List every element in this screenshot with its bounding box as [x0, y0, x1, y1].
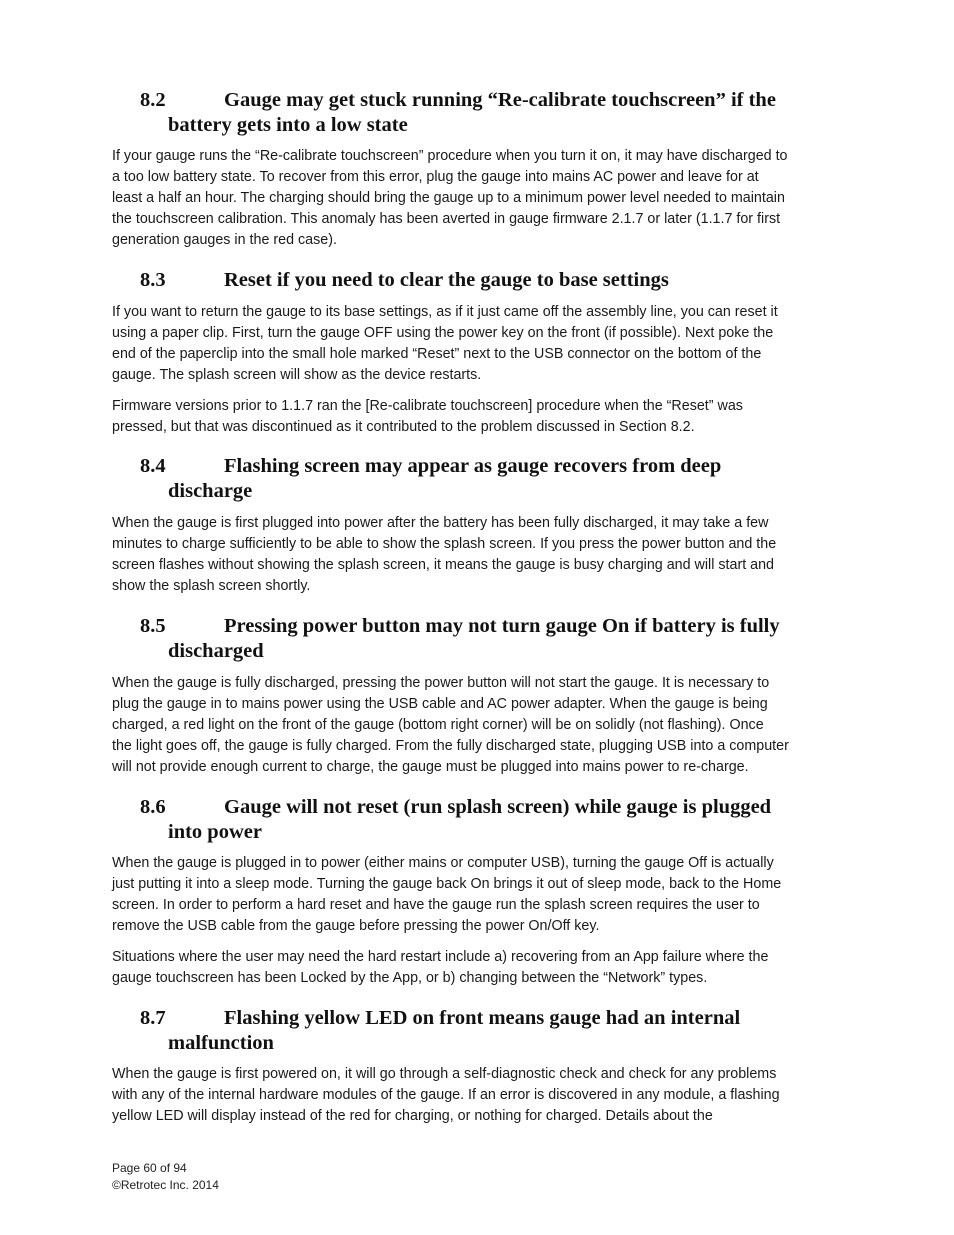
page-footer	[112, 1160, 219, 1194]
section-title: Pressing power button may not turn gauge On if battery is fully	[224, 615, 780, 637]
paragraph	[112, 146, 872, 251]
section-heading-8-7	[140, 1006, 870, 1056]
section-title: Reset if you need to clear the gauge to base settings	[224, 269, 669, 291]
paragraph	[112, 673, 872, 778]
paragraph	[112, 947, 872, 989]
text-line: When the gauge is first plugged into power after the battery has been fully discharged, it may take a few	[112, 515, 769, 531]
paragraph	[112, 853, 872, 937]
paragraph	[112, 302, 872, 386]
paragraph	[112, 513, 872, 597]
section-heading-8-3	[140, 268, 870, 293]
text-line: remove the USB cable from the gauge before pressing the power On/Off key.	[112, 918, 600, 934]
text-line: yellow LED will display instead of the red for charging, or nothing for charged. Details about the	[112, 1108, 713, 1124]
text-line: gauge. The splash screen will show as the device restarts.	[112, 367, 482, 383]
text-line: end of the paperclip into the small hole marked “Reset” next to the USB connector on the bottom of the	[112, 346, 762, 362]
section-title: Flashing yellow LED on front means gauge had an internal	[224, 1007, 741, 1029]
text-line: with any of the internal hardware modules of the gauge. If an error is discovered in any module, a flashing	[112, 1087, 780, 1103]
text-line: just putting it into a sleep mode. Turning the gauge back On brings it out of sleep mode, back to the Home	[112, 876, 782, 892]
page-number: Page 60 of 94	[112, 1161, 187, 1175]
text-line: will not provide enough current to charge, the gauge must be plugged into mains power to re-charge.	[112, 759, 749, 775]
text-line: the light goes off, the gauge is fully charged. From the fully discharged state, plugging USB into a computer	[112, 738, 789, 754]
copyright-notice: ©Retrotec Inc. 2014	[112, 1178, 219, 1192]
text-line: screen flashes without showing the splash screen, it means the gauge is busy charging and will start and	[112, 557, 774, 573]
section-number: 8.2	[140, 89, 166, 111]
section-title: Flashing screen may appear as gauge recovers from deep	[224, 455, 722, 477]
text-line: screen. In order to perform a hard reset and have the gauge run the splash screen requires the user to	[112, 897, 760, 913]
text-line: plug the gauge in to mains power using the USB cable and AC power adapter. When the gauge is being	[112, 696, 768, 712]
text-line: When the gauge is plugged in to power (either mains or computer USB), turning the gauge Off is actually	[112, 855, 774, 871]
section-heading-8-2	[140, 88, 870, 138]
section-title: Gauge may get stuck running “Re-calibrate touchscreen” if the	[224, 89, 776, 111]
text-line: gauge touchscreen has been Locked by the App, or b) changing between the “Network” types.	[112, 970, 708, 986]
text-line: show the splash screen shortly.	[112, 578, 311, 594]
section-title-continued: discharge	[168, 480, 253, 502]
section-title-continued: into power	[168, 821, 262, 843]
text-line: charged, a red light on the front of the gauge (bottom right corner) will be on solidly (not flashing). Once	[112, 717, 764, 733]
section-number: 8.3	[140, 269, 166, 291]
text-line: the touchscreen calibration. This anomaly has been averted in gauge firmware 2.1.7 or later (1.1.7 for first	[112, 211, 781, 227]
text-line: generation gauges in the red case).	[112, 232, 337, 248]
paragraph	[112, 396, 872, 438]
text-line: If your gauge runs the “Re-calibrate touchscreen” procedure when you turn it on, it may have discharged to	[112, 148, 788, 164]
section-heading-8-6	[140, 795, 870, 845]
section-heading-8-5	[140, 614, 870, 664]
text-line: Situations where the user may need the hard restart include a) recovering from an App failure where the	[112, 949, 769, 965]
text-line: If you want to return the gauge to its base settings, as if it just came off the assembly line, you can reset it	[112, 304, 778, 320]
section-title-continued: discharged	[168, 640, 264, 662]
section-number: 8.5	[140, 615, 166, 637]
text-line: When the gauge is first powered on, it will go through a self-diagnostic check and check for any problems	[112, 1066, 777, 1082]
section-title-continued: malfunction	[168, 1032, 274, 1054]
text-line: a too low battery state. To recover from this error, plug the gauge into mains AC power and leave for at	[112, 169, 759, 185]
section-title: Gauge will not reset (run splash screen) while gauge is plugged	[224, 796, 772, 818]
section-title-continued: battery gets into a low state	[168, 114, 408, 136]
text-line: using a paper clip. First, turn the gauge OFF using the power key on the front (if possible). Next poke the	[112, 325, 774, 341]
text-line: pressed, but that was discontinued as it contributed to the problem discussed in Section 8.2.	[112, 419, 695, 435]
section-number: 8.6	[140, 796, 166, 818]
section-number: 8.7	[140, 1007, 166, 1029]
section-number: 8.4	[140, 455, 166, 477]
section-heading-8-4	[140, 454, 870, 504]
text-line: Firmware versions prior to 1.1.7 ran the [Re-calibrate touchscreen] procedure when the “Reset” was	[112, 398, 743, 414]
text-line: least a half an hour. The charging should bring the gauge up to a minimum power level needed to maintain	[112, 190, 785, 206]
text-line: minutes to charge sufficiently to be able to show the splash screen. If you press the power button and the	[112, 536, 777, 552]
paragraph	[112, 1064, 872, 1127]
text-line: When the gauge is fully discharged, pressing the power button will not start the gauge. It is necessary to	[112, 675, 770, 691]
